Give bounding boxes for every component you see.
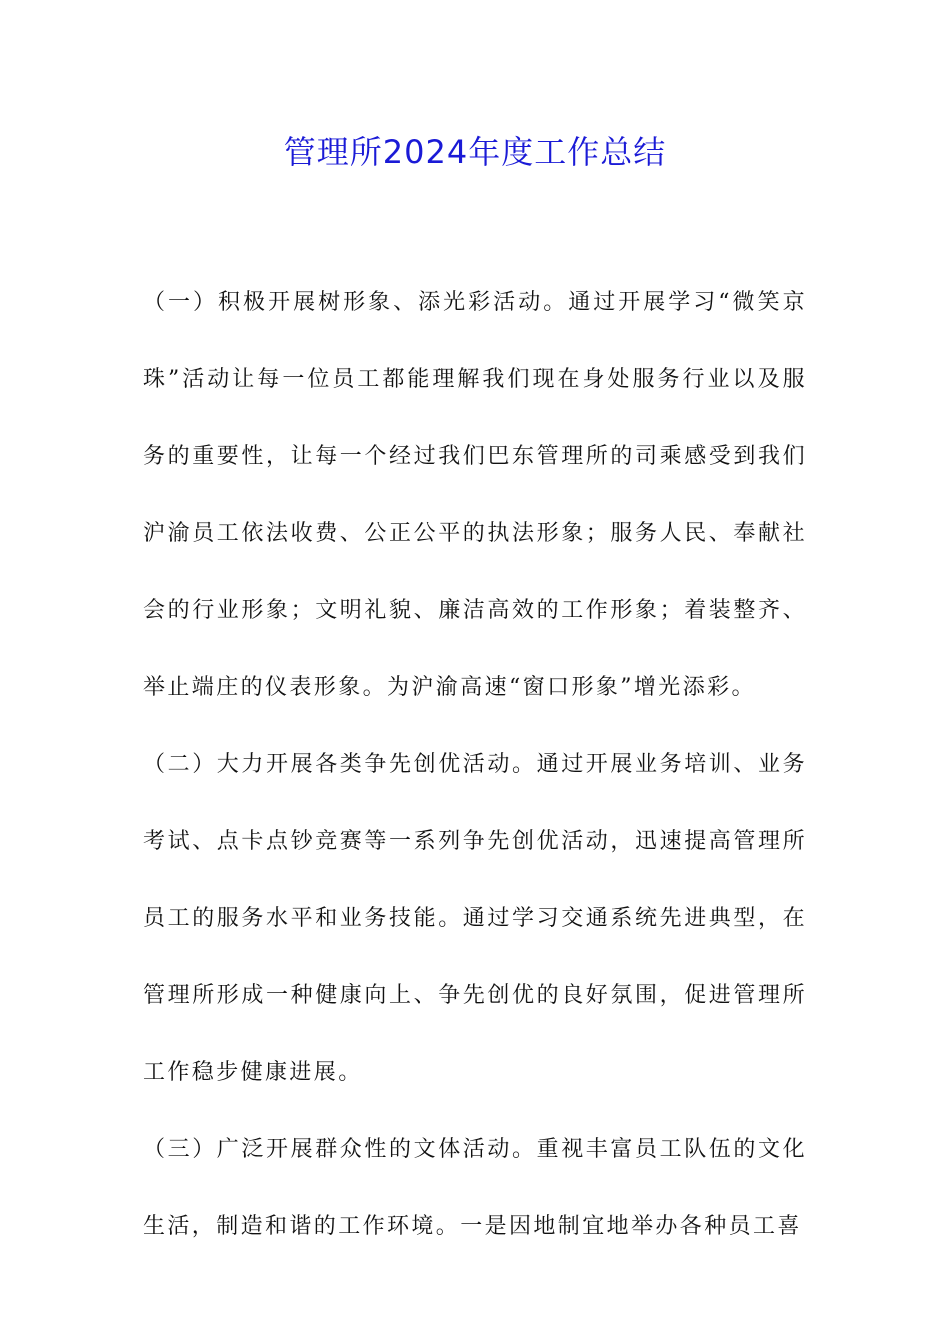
document-body [143, 264, 807, 1265]
paragraph-2: （二）大力开展各类争先创优活动。通过开展业务培训、业务考试、点卡点钞竞赛等一系列争先创优活动，迅速提高管理所员工的服务水平和业务技能。通过学习交通系统先进典型，在管理所形成一种健康向上、争先创优的良好氛围，促进管理所工作稳步健康进展。 [143, 752, 807, 1085]
paragraph-3: （三）广泛开展群众性的文体活动。重视丰富员工队伍的文化生活，制造和谐的工作环境。一是因地制宜地举办各种员工喜 [143, 1137, 807, 1239]
document-title: 管理所2024年度工作总结 [283, 133, 667, 171]
paragraph-1: （一）积极开展树形象、添光彩活动。通过开展学习“微笑京珠”活动让每一位员工都能理解我们现在身处服务行业以及服务的重要性，让每一个经过我们巴东管理所的司乘感受到我们沪渝员工依法收费、公正公平的执法形象；服务人民、奉献社会的行业形象；文明礼貌、廉洁高效的工作形象；着装整齐、举止端庄的仪表形象。为沪渝高速“窗口形象”增光添彩。 [143, 290, 807, 700]
